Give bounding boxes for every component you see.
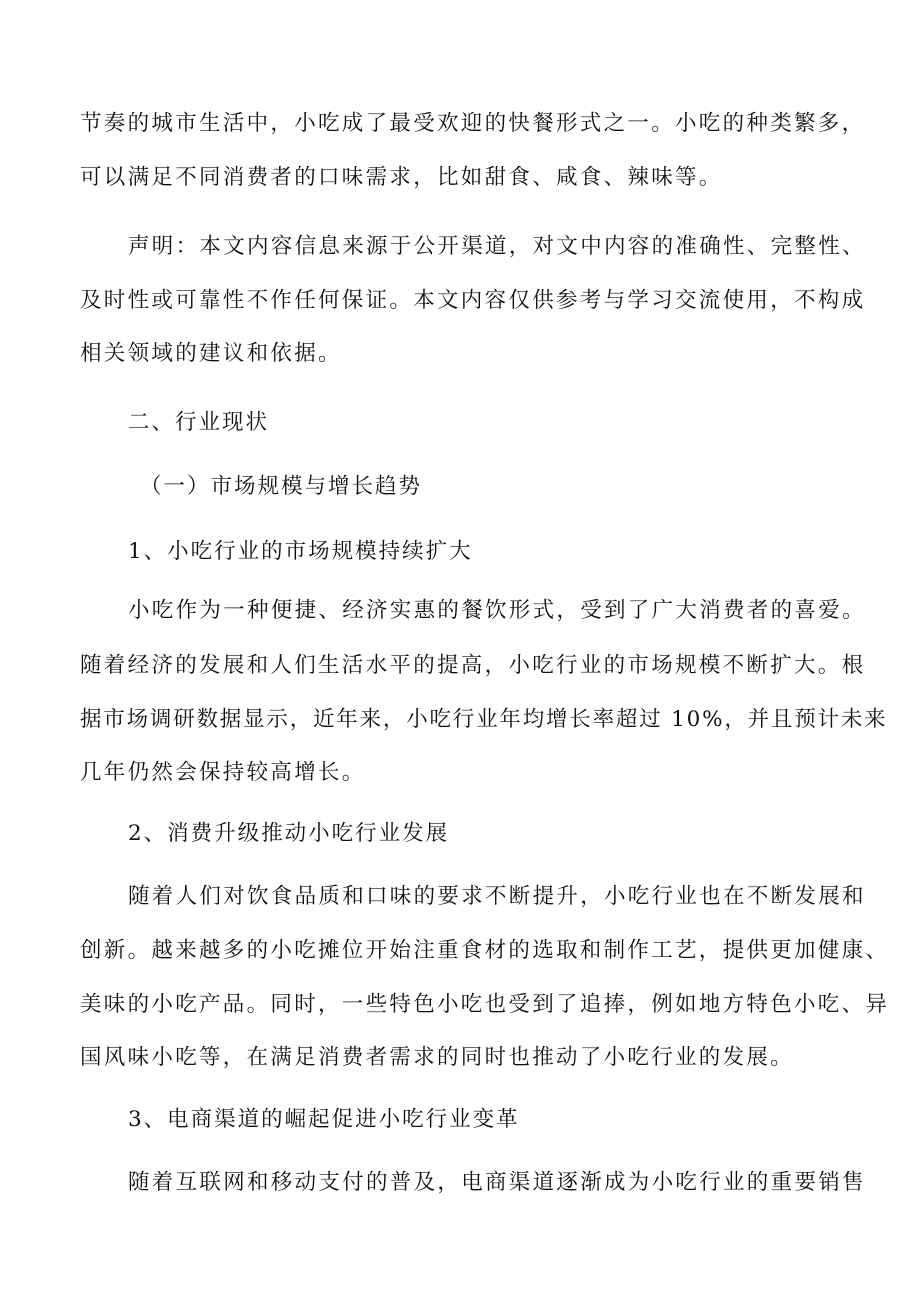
item2-title: 2、消费升级推动小吃行业发展 bbox=[128, 821, 450, 846]
item1-line-2: 随着经济的发展和人们生活水平的提高，小吃行业的市场规模不断扩大。根 bbox=[80, 653, 866, 678]
item1-title: 1、小吃行业的市场规模持续扩大 bbox=[128, 539, 473, 564]
disclaimer-line-3: 相关领域的建议和依据。 bbox=[80, 341, 342, 366]
disclaimer-line-2: 及时性或可靠性不作任何保证。本文内容仅供参考与学习交流使用，不构成 bbox=[80, 288, 866, 313]
section-heading: 二、行业现状 bbox=[128, 410, 270, 435]
item1-line-1: 小吃作为一种便捷、经济实惠的餐饮形式，受到了广大消费者的喜爱。 bbox=[128, 598, 866, 623]
disclaimer-line-1: 声明：本文内容信息来源于公开渠道，对文中内容的准确性、完整性、 bbox=[128, 234, 866, 259]
intro-line-2: 可以满足不同消费者的口味需求，比如甜食、咸食、辣味等。 bbox=[80, 165, 723, 190]
item3-title: 3、电商渠道的崛起促进小吃行业变革 bbox=[128, 1107, 520, 1132]
item1-line-4: 几年仍然会保持较高增长。 bbox=[80, 760, 366, 785]
item2-line-4: 国风味小吃等，在满足消费者需求的同时也推动了小吃行业的发展。 bbox=[80, 1045, 795, 1070]
item2-line-2: 创新。越来越多的小吃摊位开始注重食材的选取和制作工艺，提供更加健康、 bbox=[80, 938, 890, 963]
item2-line-1: 随着人们对饮食品质和口味的要求不断提升，小吃行业也在不断发展和 bbox=[128, 884, 866, 909]
item2-line-3: 美味的小吃产品。同时，一些特色小吃也受到了追捧，例如地方特色小吃、异 bbox=[80, 992, 890, 1017]
item3-line-1: 随着互联网和移动支付的普及，电商渠道逐渐成为小吃行业的重要销售 bbox=[128, 1170, 866, 1195]
subsection-heading: （一）市场规模与增长趋势 bbox=[140, 474, 423, 499]
intro-line-1: 节奏的城市生活中，小吃成了最受欢迎的快餐形式之一。小吃的种类繁多， bbox=[80, 111, 866, 136]
item1-line-3: 据市场调研数据显示，近年来，小吃行业年均增长率超过 10%，并且预计未来 bbox=[80, 707, 888, 732]
